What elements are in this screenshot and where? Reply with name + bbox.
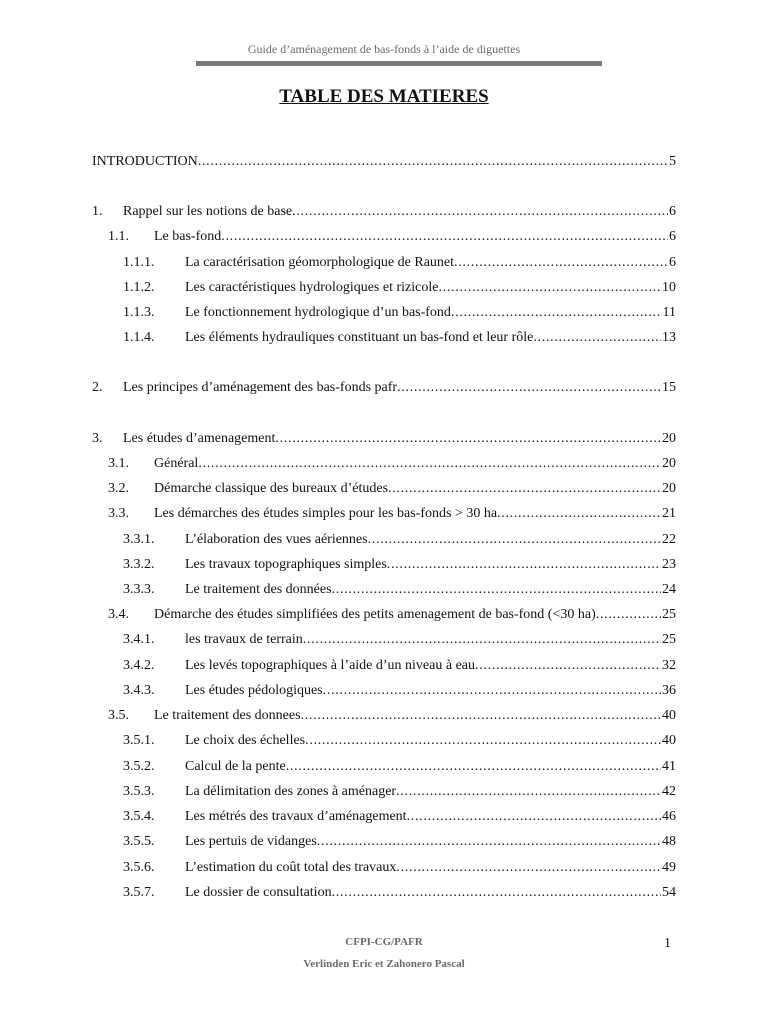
toc-entry-page: 20 (662, 456, 676, 471)
toc-entry-title: Les levés topographiques à l’aide d’un niveau à eau (185, 658, 476, 673)
toc-dot-leader (497, 504, 661, 524)
toc-entry-page: 21 (662, 506, 676, 521)
toc-entry-title: Le traitement des données (185, 582, 332, 597)
toc-entry-title: les travaux de terrain (185, 632, 303, 647)
toc-entry-title: Général (154, 456, 199, 471)
toc-entry-number: 3.3.1. (123, 532, 155, 547)
toc-entry-number: 3.5.2. (123, 759, 155, 774)
toc-entry-page: 40 (662, 733, 676, 748)
toc-entry[interactable] (92, 429, 676, 449)
toc-entry-title: Le choix des échelles (185, 733, 306, 748)
toc-dot-leader (407, 807, 661, 827)
toc-entry-number: 1.1.4. (123, 330, 155, 345)
toc-entry-number: 3.5.6. (123, 860, 155, 875)
toc-entry-title: Les principes d’aménagement des bas-fonds pafr (123, 380, 398, 395)
toc-entry-page: 49 (662, 860, 676, 875)
toc-entry-number: 3.5.4. (123, 809, 155, 824)
toc-entry-page: 25 (662, 607, 676, 622)
toc-entry-title: Les métrés des travaux d’aménagement (185, 809, 407, 824)
toc-entry-page: 11 (662, 305, 676, 320)
toc-dot-leader (388, 479, 661, 499)
toc-entry-page: 41 (662, 759, 676, 774)
toc-entry-number: 3.4.1. (123, 632, 155, 647)
toc-entry-number: 1.1. (108, 229, 129, 244)
toc-entry-title: INTRODUCTION (92, 154, 198, 169)
toc-dot-leader (397, 378, 661, 398)
toc-entry-number: 2. (92, 380, 103, 395)
toc-entry-number: 3.4. (108, 607, 129, 622)
toc-entry-page: 32 (662, 658, 676, 673)
toc-entry-page: 23 (662, 557, 676, 572)
footer-authors: Verlinden Eric et Zahonero Pascal (303, 958, 465, 970)
toc-entry[interactable] (123, 278, 676, 298)
toc-dot-leader (317, 832, 661, 852)
page-number: 1 (664, 936, 671, 951)
toc-dot-leader (387, 555, 661, 575)
toc-entry-number: 3.5. (108, 708, 129, 723)
toc-entry-title: Les études pédologiques (185, 683, 323, 698)
toc-entry-page: 48 (662, 834, 676, 849)
toc-entry-title: Le fonctionnement hydrologique d’un bas-fond (185, 305, 451, 320)
toc-entry-title: Les caractéristiques hydrologiques et rizicole (185, 280, 439, 295)
toc-dot-leader (323, 681, 661, 701)
toc-dot-leader (451, 303, 662, 323)
toc-entry-title: Le traitement des donnees (154, 708, 301, 723)
toc-entry-number: 3.3.2. (123, 557, 155, 572)
toc-entry[interactable] (92, 152, 676, 172)
toc-dot-leader (221, 227, 668, 247)
toc-entry[interactable] (123, 530, 676, 550)
toc-entry-title: Les travaux topographiques simples (185, 557, 387, 572)
toc-entry-number: 3. (92, 431, 103, 446)
toc-entry-number: 1.1.1. (123, 255, 155, 270)
toc-entry[interactable] (92, 202, 676, 222)
toc-entry-title: Le bas-fond (154, 229, 222, 244)
toc-entry[interactable] (123, 580, 676, 600)
toc-entry-page: 46 (662, 809, 676, 824)
toc-entry-title: Démarche des études simplifiées des petits amenagement de bas-fond (<30 ha) (154, 607, 596, 622)
toc-entry-title: Calcul de la pente (185, 759, 286, 774)
toc-entry-title: Les études d’amenagement (123, 431, 276, 446)
toc-dot-leader (332, 580, 661, 600)
toc-dot-leader (533, 328, 661, 348)
header-rule (196, 61, 602, 66)
toc-entry-page: 6 (669, 204, 676, 219)
toc-entry-number: 3.4.2. (123, 658, 155, 673)
toc-dot-leader (305, 731, 661, 751)
running-header: Guide d’aménagement de bas-fonds à l’aide de diguettes (247, 42, 521, 56)
toc-entry-page: 13 (662, 330, 676, 345)
toc-entry-number: 3.3.3. (123, 582, 155, 597)
toc-entry-page: 15 (662, 380, 676, 395)
toc-entry[interactable] (123, 731, 676, 751)
toc-entry-page: 5 (669, 154, 676, 169)
toc-entry-page: 20 (662, 481, 676, 496)
toc-entry-title: Le dossier de consultation (185, 885, 332, 900)
toc-entry-page: 42 (662, 784, 676, 799)
toc-entry-title: Les démarches des études simples pour les bas-fonds > 30 ha (154, 506, 498, 521)
toc-dot-leader (303, 630, 661, 650)
toc-dot-leader (332, 883, 661, 903)
toc-entry-number: 3.5.5. (123, 834, 155, 849)
toc-entry-number: 1. (92, 204, 103, 219)
toc-dot-leader (368, 530, 661, 550)
toc-entry[interactable] (108, 504, 676, 524)
toc-dot-leader (286, 757, 661, 777)
toc-entry-page: 6 (669, 255, 676, 270)
toc-entry-number: 1.1.2. (123, 280, 155, 295)
toc-entry-title: Rappel sur les notions de base (123, 204, 293, 219)
toc-entry[interactable] (123, 757, 676, 777)
toc-entry-number: 3.1. (108, 456, 129, 471)
toc-entry[interactable] (123, 681, 676, 701)
toc-entry-title: Les pertuis de vidanges (185, 834, 317, 849)
toc-entry[interactable] (123, 883, 676, 903)
page-title: TABLE DES MATIERES (279, 86, 489, 107)
toc-entry-number: 3.4.3. (123, 683, 155, 698)
toc-entry[interactable] (123, 807, 676, 827)
toc-entry-page: 6 (669, 229, 676, 244)
toc-dot-leader (396, 858, 661, 878)
toc-dot-leader (596, 605, 661, 625)
toc-entry[interactable] (123, 782, 676, 802)
toc-entry[interactable] (123, 253, 676, 273)
toc-entry[interactable] (123, 656, 676, 676)
toc-entry[interactable] (123, 832, 676, 852)
toc-entry-number: 1.1.3. (123, 305, 155, 320)
toc-entry-page: 20 (662, 431, 676, 446)
toc-entry-page: 36 (662, 683, 676, 698)
toc-entry[interactable] (108, 454, 676, 474)
toc-dot-leader (438, 278, 661, 298)
toc-entry-title: Les éléments hydrauliques constituant un bas-fond et leur rôle (185, 330, 534, 345)
toc-dot-leader (396, 782, 661, 802)
toc-entry-title: L’élaboration des vues aériennes (185, 532, 368, 547)
toc-entry[interactable] (108, 706, 676, 726)
toc-entry-title: La caractérisation géomorphologique de Raunet (185, 255, 455, 270)
toc-entry-page: 24 (662, 582, 676, 597)
toc-entry-title: Démarche classique des bureaux d’études (154, 481, 389, 496)
toc-dot-leader (292, 202, 668, 222)
toc-entry-number: 3.2. (108, 481, 129, 496)
toc-entry-page: 40 (662, 708, 676, 723)
toc-entry-page: 10 (662, 280, 676, 295)
toc-entry-page: 25 (662, 632, 676, 647)
toc-dot-leader (275, 429, 661, 449)
toc-entry-number: 3.3. (108, 506, 129, 521)
toc-entry[interactable] (108, 227, 676, 247)
toc-entry[interactable] (123, 630, 676, 650)
toc-entry-number: 3.5.1. (123, 733, 155, 748)
toc-dot-leader (198, 454, 661, 474)
toc-dot-leader (475, 656, 661, 676)
toc-dot-leader (198, 152, 668, 172)
toc-entry-title: L’estimation du coût total des travaux (185, 860, 397, 875)
toc-entry[interactable] (108, 479, 676, 499)
footer-organization: CFPI-CG/PAFR (345, 936, 423, 948)
toc-entry-number: 3.5.7. (123, 885, 155, 900)
toc-dot-leader (454, 253, 668, 273)
toc-entry-number: 3.5.3. (123, 784, 155, 799)
toc-entry-page: 54 (662, 885, 676, 900)
toc-entry-page: 22 (662, 532, 676, 547)
toc-entry[interactable] (123, 858, 676, 878)
toc-entry[interactable] (123, 328, 676, 348)
toc-entry[interactable] (123, 555, 676, 575)
toc-entry[interactable] (108, 605, 676, 625)
toc-entry-title: La délimitation des zones à aménager (185, 784, 397, 799)
toc-dot-leader (301, 706, 661, 726)
toc-entry[interactable] (92, 378, 676, 398)
toc-entry[interactable] (123, 303, 676, 323)
